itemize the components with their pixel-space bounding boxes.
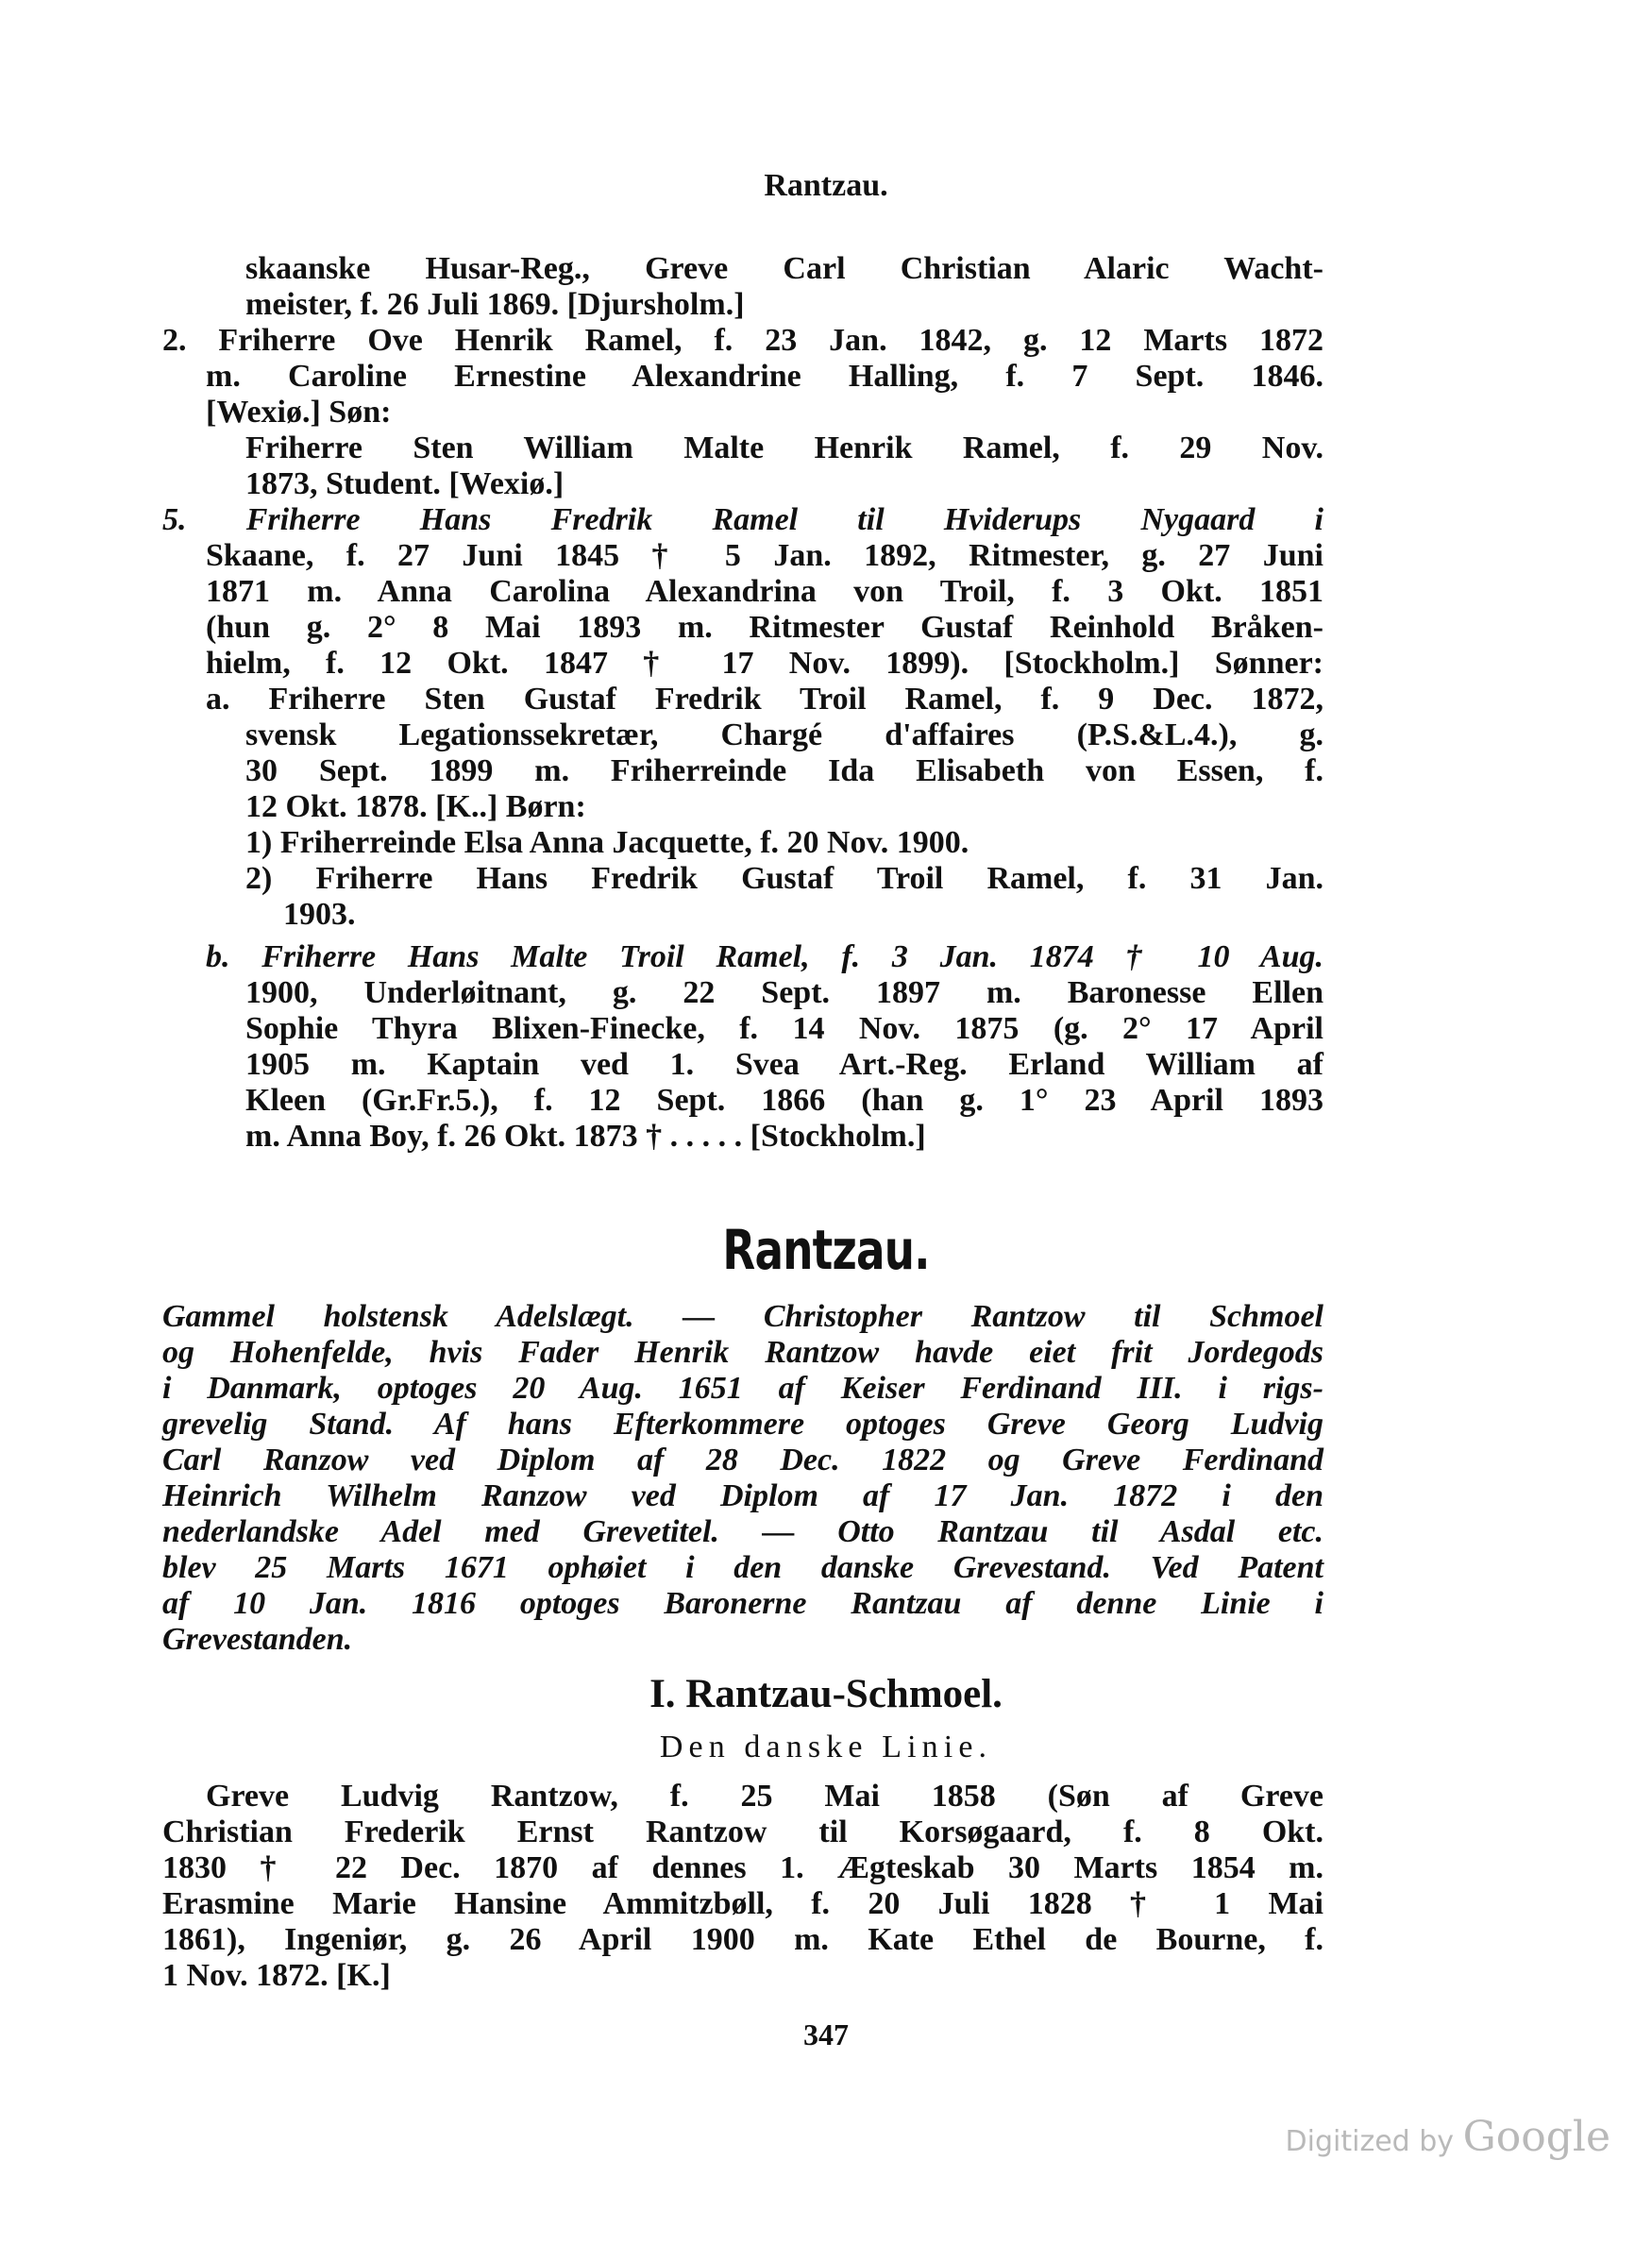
text-line: 1871 m. Anna Carolina Alexandrina von Troil, f. 3 Okt. 1851 [206,574,1323,609]
text-line: 30 Sept. 1899 m. Friherreinde Ida Elisabeth von Essen, f. [245,753,1323,788]
text-line: 1830 † 22 Dec. 1870 af dennes 1. Ægteskab 30 Marts 1854 m. [162,1850,1323,1885]
text-line: blev 25 Marts 1671 ophøiet i den danske Grevestand. Ved Patent [162,1550,1323,1585]
text-line: 12 Okt. 1878. [K..] Børn: [245,789,586,824]
digitization-watermark [1286,2113,1610,2161]
family-heading: Rantzau. [722,1218,930,1282]
text-line: Grevestanden. [162,1622,353,1657]
text-line: Friherre Sten William Malte Henrik Ramel, f. 29 Nov. [245,430,1323,465]
running-head: Rantzau. [764,168,888,203]
text-line: svensk Legationssekretær, Chargé d'affaires (P.S.&L.4.), g. [245,717,1323,752]
text-line: m. Caroline Ernestine Alexandrine Halling, f. 7 Sept. 1846. [206,359,1323,394]
text-line: og Hohenfelde, hvis Fader Henrik Rantzow havde eiet frit Jordegods [162,1335,1323,1370]
text-line: b. Friherre Hans Malte Troil Ramel, f. 3 Jan. 1874 † 10 Aug. [206,939,1323,974]
text-line: 5. Friherre Hans Fredrik Ramel til Hviderups Nygaard i [162,502,1323,537]
text-line: Carl Ranzow ved Diplom af 28 Dec. 1822 og Greve Ferdinand [162,1443,1323,1477]
text-line: nederlandske Adel med Grevetitel. — Otto Rantzau til Asdal etc. [162,1514,1323,1549]
text-line: grevelig Stand. Af hans Efterkommere optoges Greve Georg Ludvig [162,1407,1323,1442]
text-line: Gammel holstensk Adelslægt. — Christopher Rantzow til Schmoel [162,1299,1323,1334]
section-heading: I. Rantzau-Schmoel. [649,1672,1003,1716]
text-line: Sophie Thyra Blixen-Finecke, f. 14 Nov. 1875 (g. 2° 17 April [245,1011,1323,1046]
text-line: Erasmine Marie Hansine Ammitzbøll, f. 20 Juli 1828 † 1 Mai [162,1886,1323,1921]
text-line: 1905 m. Kaptain ved 1. Svea Art.-Reg. Erland William af [245,1047,1323,1082]
text-line: Greve Ludvig Rantzow, f. 25 Mai 1858 (Søn af Greve [206,1779,1323,1814]
text-line: Christian Frederik Ernst Rantzow til Korsøgaard, f. 8 Okt. [162,1815,1323,1849]
text-line: meister, f. 26 Juli 1869. [Djursholm.] [245,287,745,322]
text-line: af 10 Jan. 1816 optoges Baronerne Rantzau af denne Linie i [162,1586,1323,1621]
subsection-heading: Den danske Linie. [659,1730,993,1764]
watermark-brand: Google [1462,2113,1610,2161]
text-line: a. Friherre Sten Gustaf Fredrik Troil Ramel, f. 9 Dec. 1872, [206,682,1323,717]
text-line: 1861), Ingeniør, g. 26 April 1900 m. Kate Ethel de Bourne, f. [162,1922,1323,1957]
text-line: (hun g. 2° 8 Mai 1893 m. Ritmester Gustaf Reinhold Bråken- [206,610,1323,645]
text-line: m. Anna Boy, f. 26 Okt. 1873 † . . . . . [Stockholm.] [245,1119,926,1154]
text-line: hielm, f. 12 Okt. 1847 † 17 Nov. 1899). [Stockholm.] Sønner: [206,646,1323,681]
text-line: [Wexiø.] Søn: [206,395,392,430]
text-line: skaanske Husar-Reg., Greve Carl Christian Alaric Wacht- [245,251,1323,286]
text-line: 2) Friherre Hans Fredrik Gustaf Troil Ramel, f. 31 Jan. [245,861,1323,896]
watermark-prefix: Digitized by [1285,2125,1455,2158]
text-line: 1903. [283,897,356,932]
text-line: 1873, Student. [Wexiø.] [245,466,565,501]
text-line: Heinrich Wilhelm Ranzow ved Diplom af 17 Jan. 1872 i den [162,1478,1323,1513]
text-line: 2. Friherre Ove Henrik Ramel, f. 23 Jan. 1842, g. 12 Marts 1872 [162,323,1323,358]
text-line: 1) Friherreinde Elsa Anna Jacquette, f. 20 Nov. 1900. [245,825,969,860]
text-line: i Danmark, optoges 20 Aug. 1651 af Keiser Ferdinand III. i rigs- [162,1371,1323,1406]
text-line: 1900, Underløitnant, g. 22 Sept. 1897 m. Baronesse Ellen [245,975,1323,1010]
page-number: 347 [803,2017,849,2051]
text-line: Skaane, f. 27 Juni 1845 † 5 Jan. 1892, Ritmester, g. 27 Juni [206,538,1323,573]
text-line: Kleen (Gr.Fr.5.), f. 12 Sept. 1866 (han g. 1° 23 April 1893 [245,1083,1323,1118]
text-line: 1 Nov. 1872. [K.] [162,1958,391,1993]
